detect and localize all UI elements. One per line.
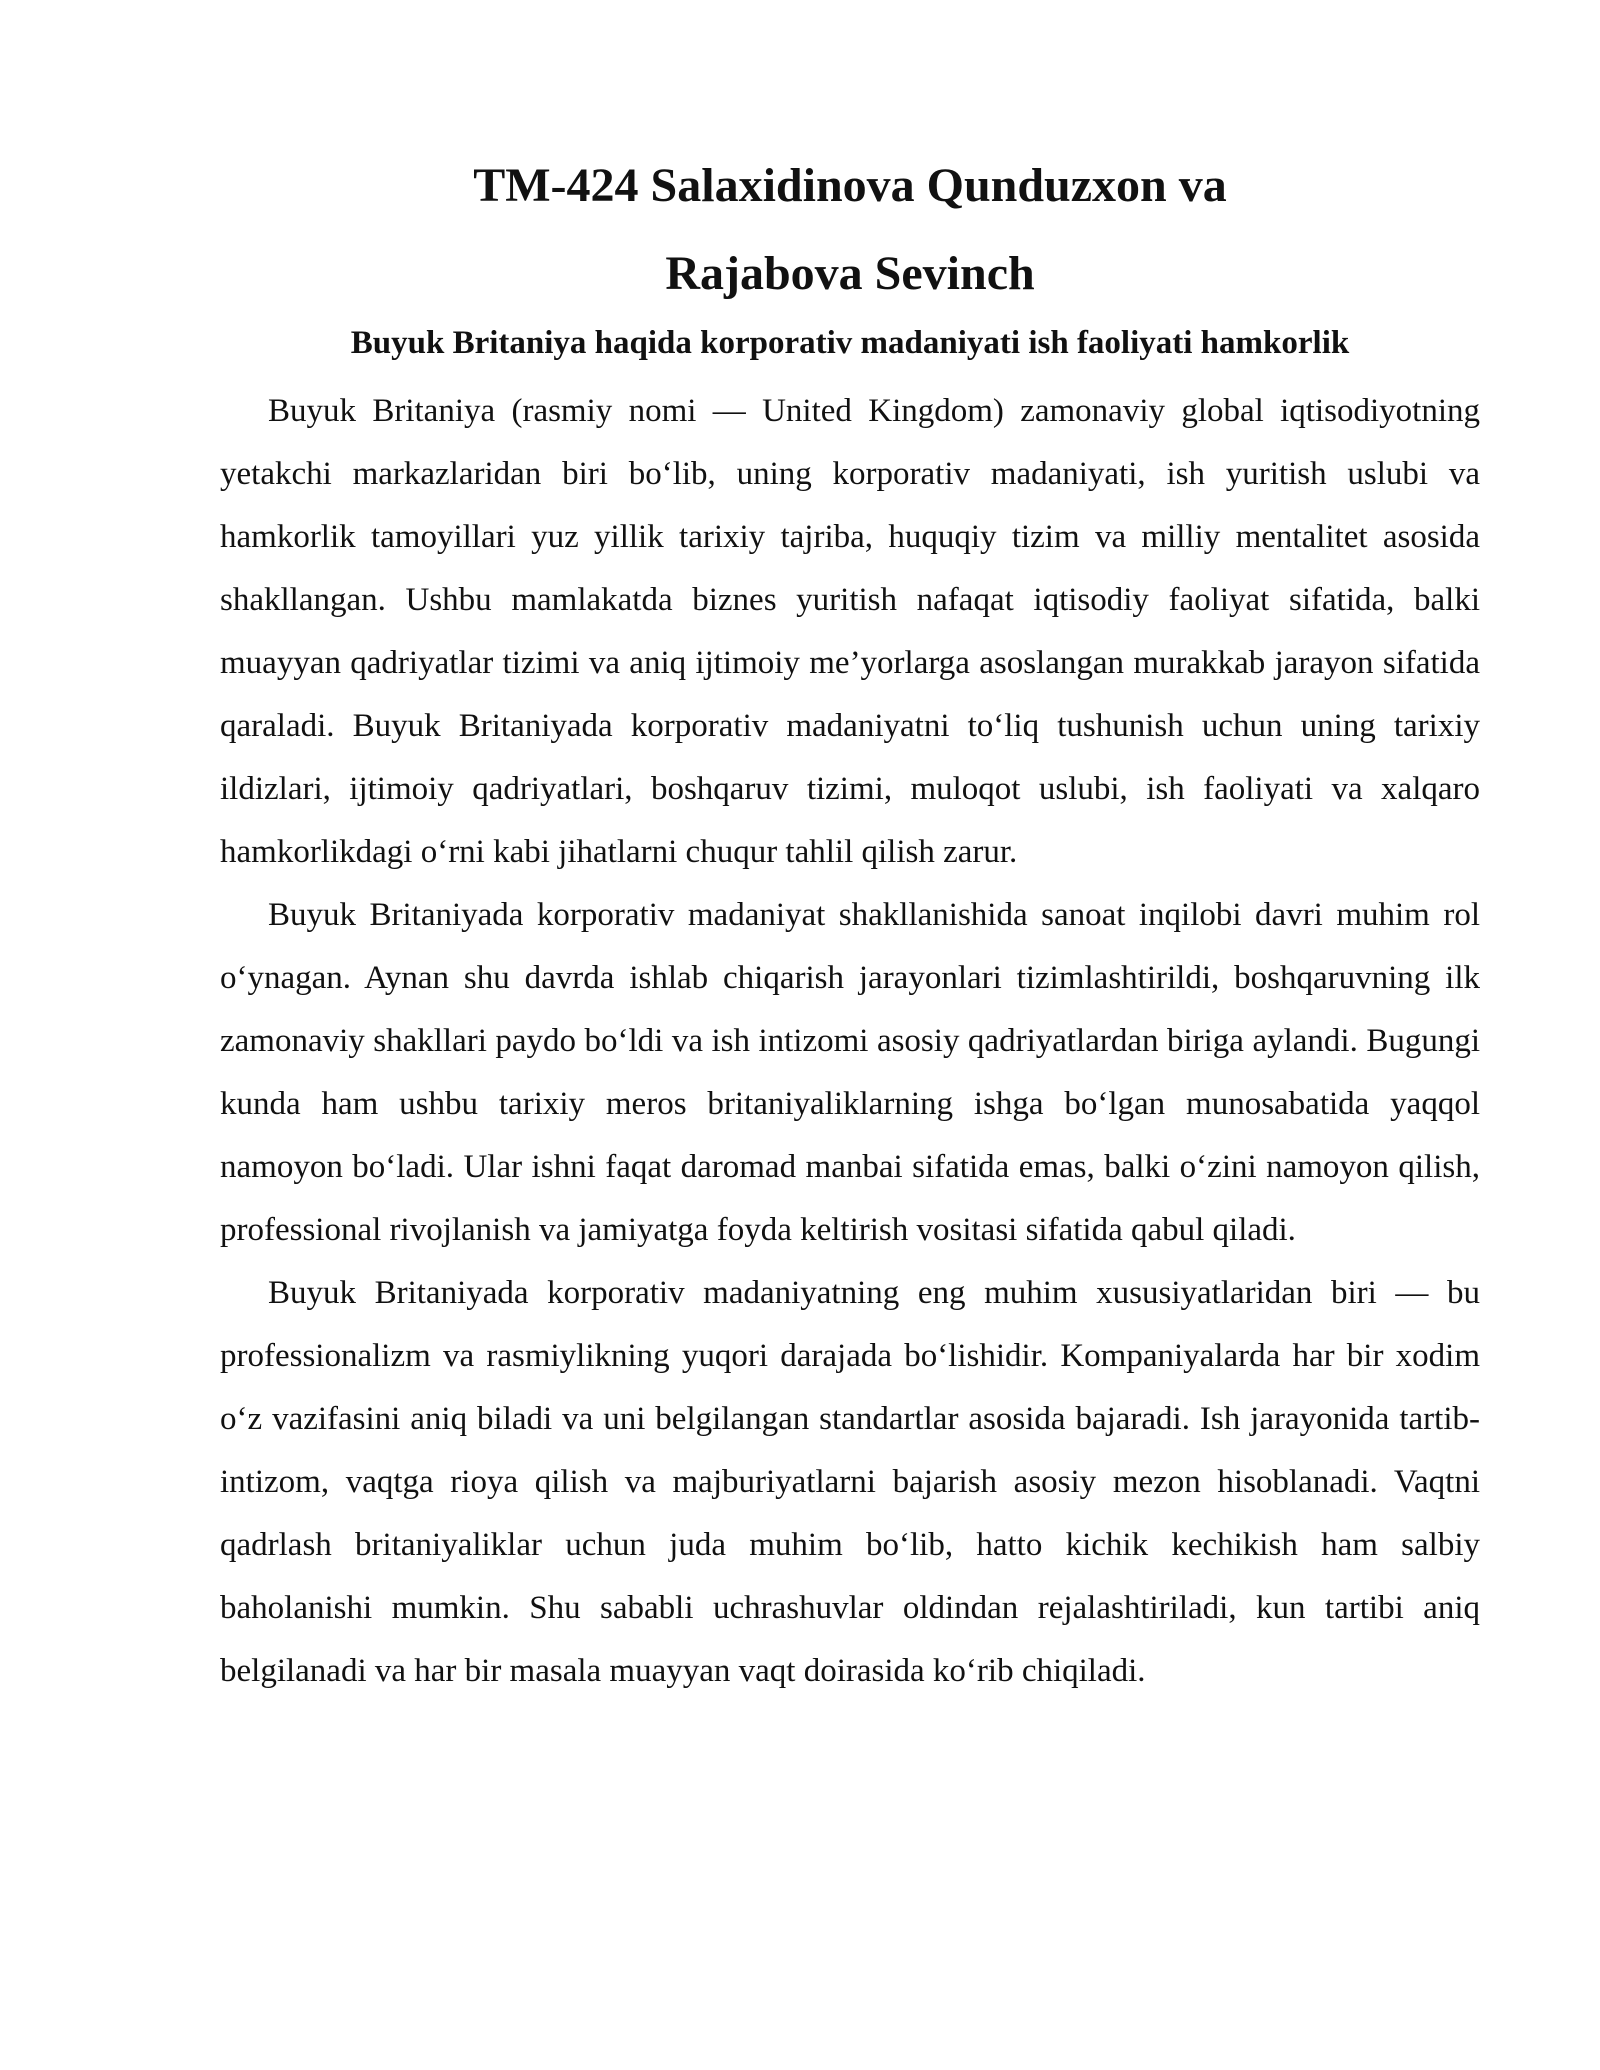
title-line-1: TM-424 Salaxidinova Qunduzxon va <box>473 159 1227 212</box>
paragraph-3: Buyuk Britaniyada korporativ madaniyatning eng muhim xususiyatlaridan biri — bu professionalizm va rasmiylikning yuqori darajada bo‘lishidir. Kompaniyalarda har bir xodim o‘z vazifasini aniq biladi va uni belgilangan standartlar asosida bajaradi. Ish jarayonida tartib-intizom, vaqtga rioya qilish va majburiyatlarni bajarish asosiy mezon hisoblanadi. Vaqtni qadrlash britaniyaliklar uchun juda muhim bo‘lib, hatto kichik kechikish ham salbiy baholanishi mumkin. Shu sababli uchrashuvlar oldindan rejalashtiriladi, kun tartibi aniq belgilanadi va har bir masala muayyan vaqt doirasida ko‘rib chiqiladi. <box>220 1275 1480 1689</box>
document-body <box>220 380 1480 1703</box>
document-title <box>220 142 1480 318</box>
document-subtitle: Buyuk Britaniya haqida korporativ madaniyati ish faoliyati hamkorlik <box>350 325 1350 361</box>
title-line-2: Rajabova Sevinch <box>665 247 1035 300</box>
paragraph-1: Buyuk Britaniya (rasmiy nomi — United Kingdom) zamonaviy global iqtisodiyotning yetakchi markazlaridan biri bo‘lib, uning korporativ madaniyati, ish yuritish uslubi va hamkorlik tamoyillari yuz yillik tarixiy tajriba, huquqiy tizim va milliy mentalitet asosida shakllangan. Ushbu mamlakatda biznes yuritish nafaqat iqtisodiy faoliyat sifatida, balki muayyan qadriyatlar tizimi va aniq ijtimoiy me’yorlarga asoslangan murakkab jarayon sifatida qaraladi. Buyuk Britaniyada korporativ madaniyatni to‘liq tushunish uchun uning tarixiy ildizlari, ijtimoiy qadriyatlari, boshqaruv tizimi, muloqot uslubi, ish faoliyati va xalqaro hamkorlikdagi o‘rni kabi jihatlarni chuqur tahlil qilish zarur. <box>220 393 1480 870</box>
paragraph-2: Buyuk Britaniyada korporativ madaniyat shakllanishida sanoat inqilobi davri muhim rol o‘ynagan. Aynan shu davrda ishlab chiqarish jarayonlari tizimlashtirildi, boshqaruvning ilk zamonaviy shakllari paydo bo‘ldi va ish intizomi asosiy qadriyatlardan biriga aylandi. Bugungi kunda ham ushbu tarixiy meros britaniyaliklarning ishga bo‘lgan munosabatida yaqqol namoyon bo‘ladi. Ular ishni faqat daromad manbai sifatida emas, balki o‘zini namoyon qilish, professional rivojlanish va jamiyatga foyda keltirish vositasi sifatida qabul qiladi. <box>220 897 1480 1248</box>
